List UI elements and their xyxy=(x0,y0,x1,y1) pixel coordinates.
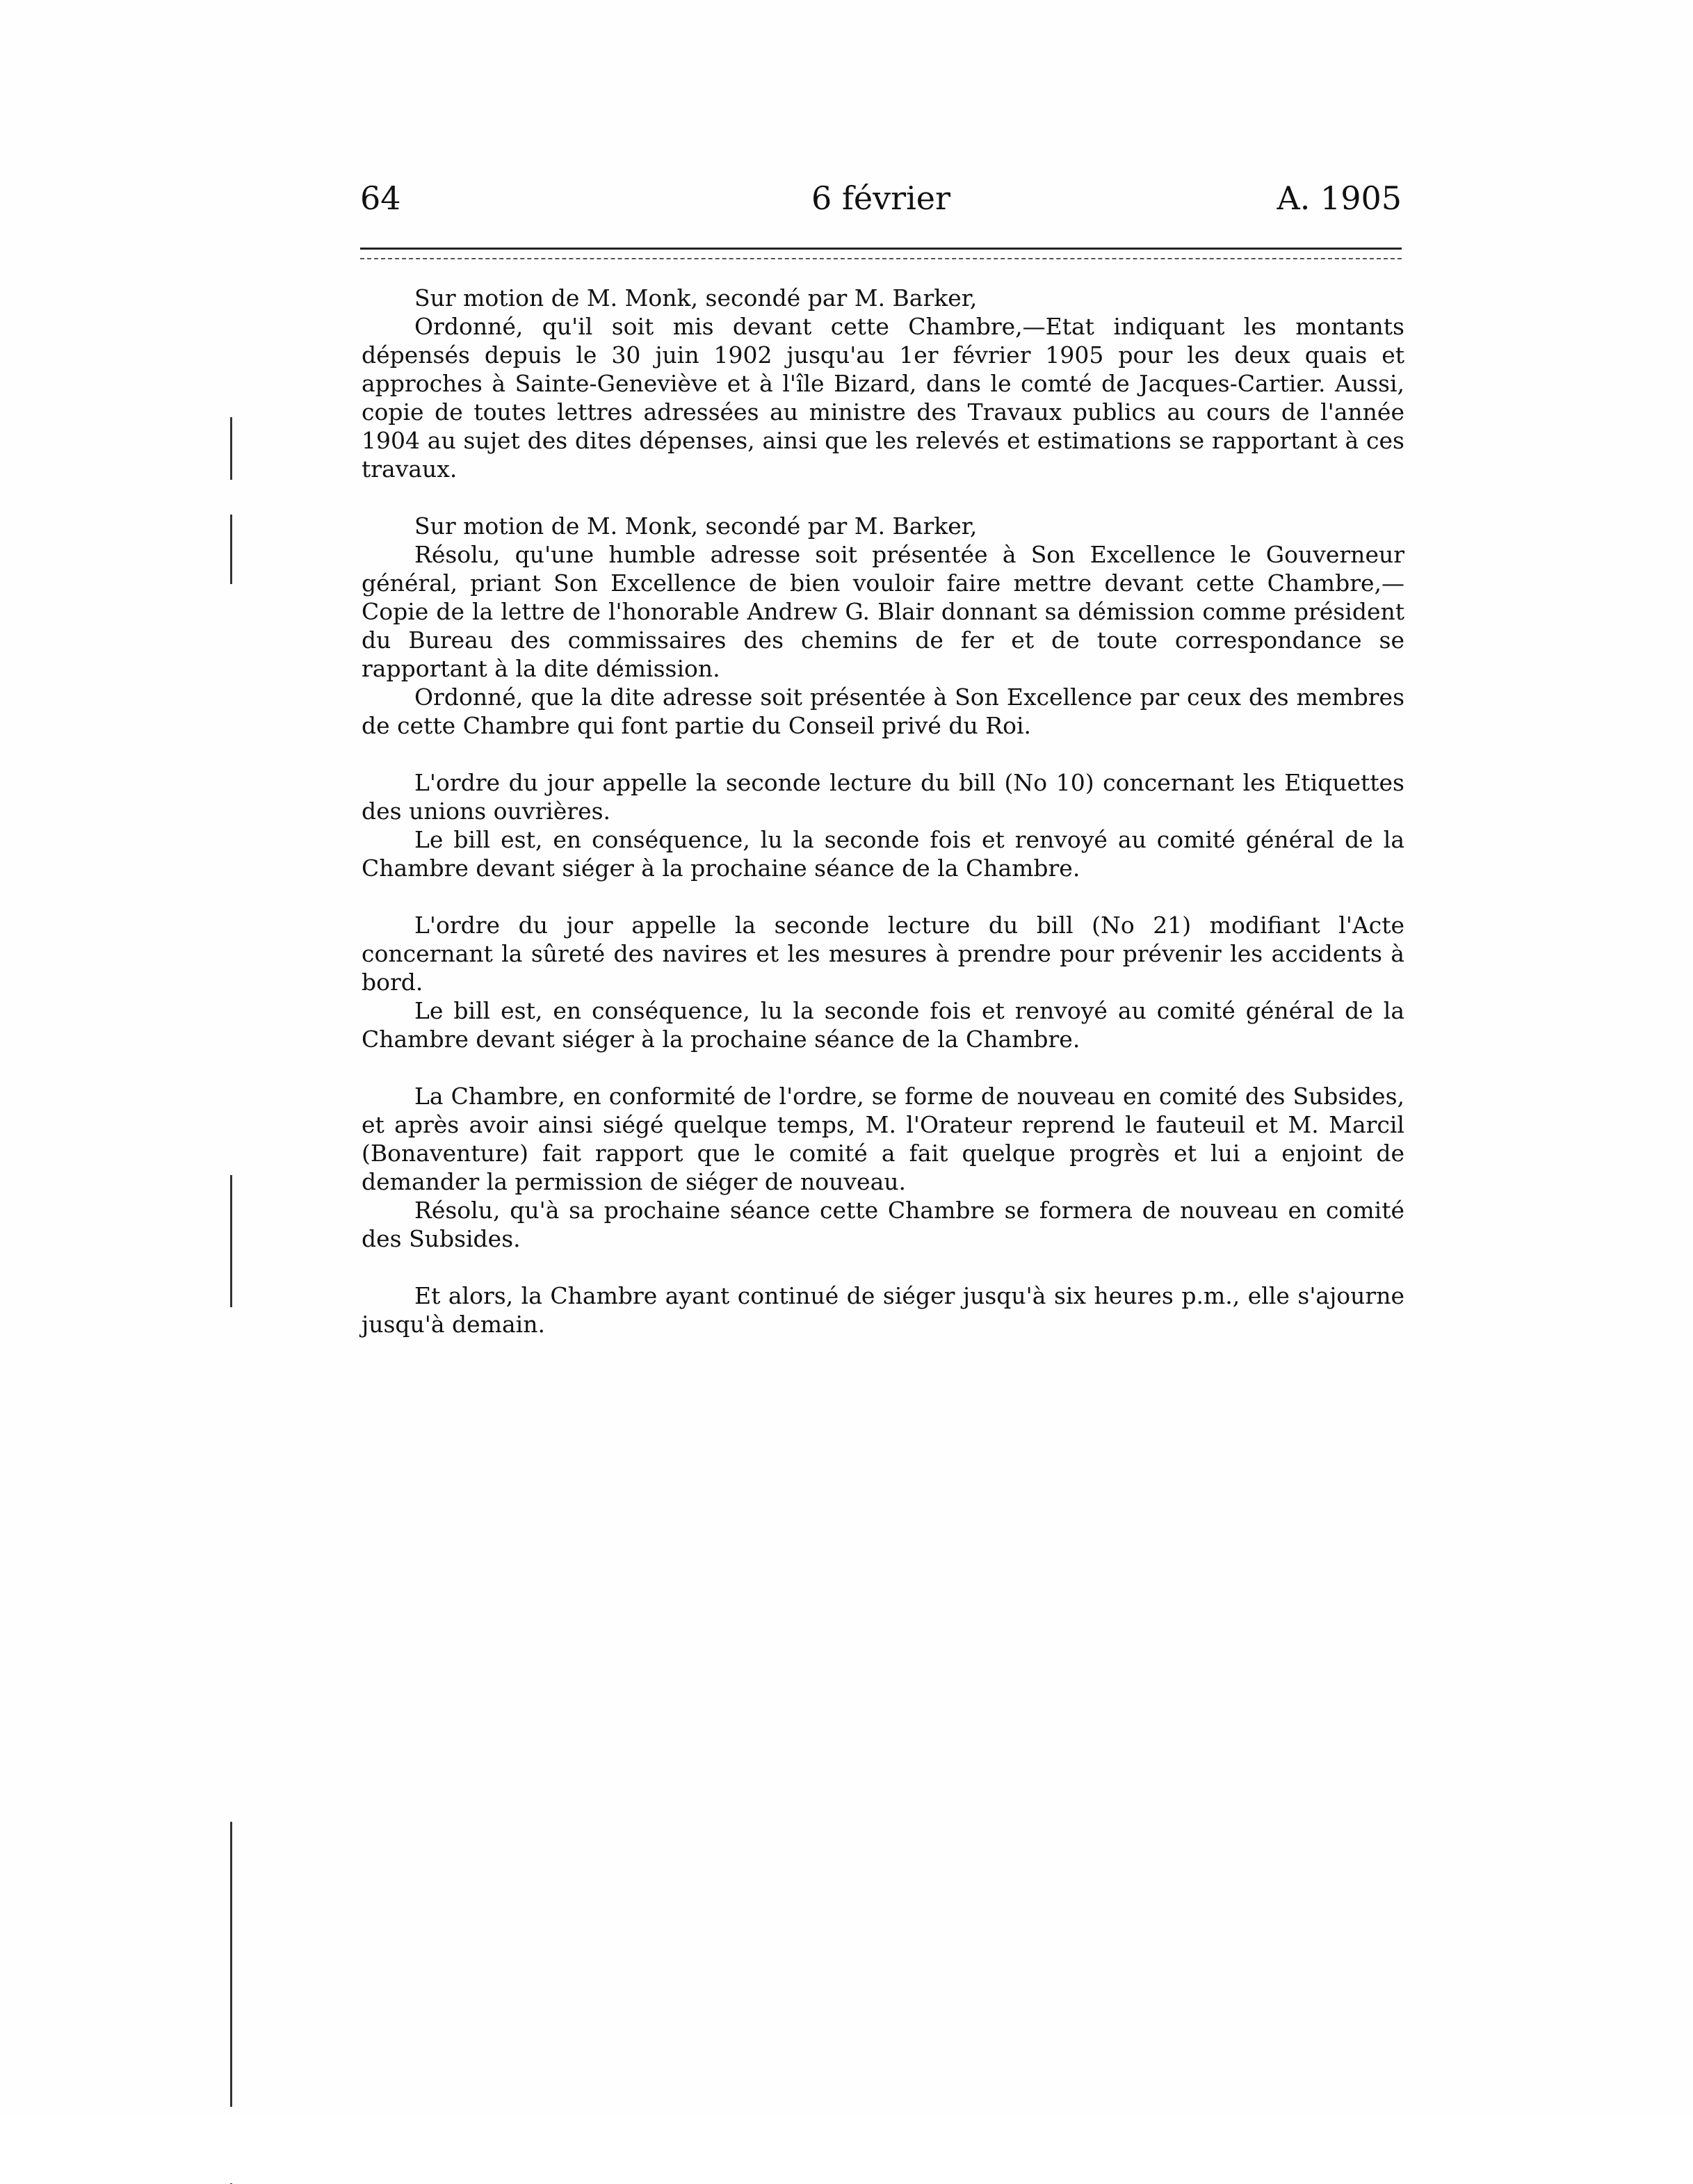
margin-scan-mark xyxy=(230,1175,232,1307)
margin-scan-mark xyxy=(230,1822,232,2107)
page-header xyxy=(360,177,1402,219)
header-rule xyxy=(360,248,1402,250)
paragraph: L'ordre du jour appelle la seconde lecture du bill (No 21) modifiant l'Acte concernant la sûreté des navires et les mesures à prendre pour prévenir les accidents à bord. xyxy=(362,912,1404,996)
paragraph: Le bill est, en conséquence, lu la seconde fois et renvoyé au comité général de la Chambre devant siéger à la prochaine séance de la Chambre. xyxy=(362,826,1404,882)
paragraph: Le bill est, en conséquence, lu la seconde fois et renvoyé au comité général de la Chambre devant siéger à la prochaine séance de la Chambre. xyxy=(362,997,1404,1053)
paragraph: Ordonné, que la dite adresse soit présentée à Son Excellence par ceux des membres de cette Chambre qui font partie du Conseil privé du Roi. xyxy=(362,683,1404,739)
paragraph: La Chambre, en conformité de l'ordre, se forme de nouveau en comité des Subsides, et après avoir ainsi siégé quelque temps, M. l'Orateur reprend le fauteuil et M. Marcil (Bonaventure) fait rapport que le comité a fait quelque progrès et lui a enjoint de demander la permission de siéger de nouveau. xyxy=(362,1083,1404,1195)
paragraph: Sur motion de M. Monk, secondé par M. Barker, xyxy=(414,284,978,312)
paragraph: Et alors, la Chambre ayant continué de siéger jusqu'à six heures p.m., elle s'ajourne jusqu'à demain. xyxy=(362,1282,1404,1338)
page-number: 64 xyxy=(360,179,401,217)
paragraph: Résolu, qu'à sa prochaine séance cette Chambre se formera de nouveau en comité des Subsides. xyxy=(362,1197,1404,1252)
margin-scan-mark xyxy=(230,515,232,584)
header-year: A. 1905 xyxy=(1277,179,1402,217)
paragraph: L'ordre du jour appelle la seconde lecture du bill (No 10) concernant les Etiquettes des unions ouvrières. xyxy=(362,769,1404,825)
paragraph: Sur motion de M. Monk, secondé par M. Barker, xyxy=(414,512,978,540)
paragraph: Ordonné, qu'il soit mis devant cette Chambre,—Etat indiquant les montants dépensés depuis le 30 juin 1902 jusqu'au 1er février 1905 pour les deux quais et approches à Sainte-Geneviève et à l'île Bizard, dans le comté de Jacques-Cartier. Aussi, copie de toutes lettres adressées au ministre des Travaux publics au cours de l'année 1904 au sujet des dites dépenses, ainsi que les relevés et estimations se rapportant à ces travaux. xyxy=(362,313,1404,483)
margin-scan-mark xyxy=(230,417,232,480)
paragraph: Résolu, qu'une humble adresse soit présentée à Son Excellence le Gouverneur général, priant Son Excellence de bien vouloir faire mettre devant cette Chambre,—Copie de la lettre de l'honorable Andrew G. Blair donnant sa démission comme président du Bureau des commissaires des chemins de fer et de toute correspondance se rapportant à la dite démission. xyxy=(362,541,1404,682)
header-rule-secondary xyxy=(360,258,1402,259)
document-body xyxy=(362,284,1404,1338)
header-date: 6 février xyxy=(811,179,951,217)
